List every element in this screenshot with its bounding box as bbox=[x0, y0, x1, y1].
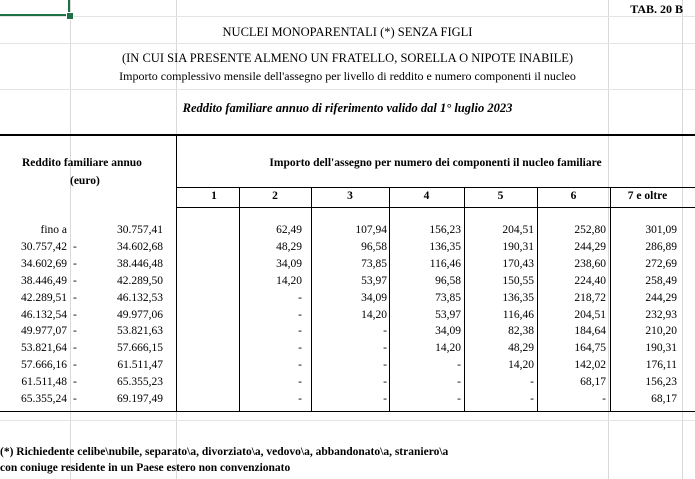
amount-cell: 116,46 bbox=[502, 308, 534, 321]
amount-cell: 204,51 bbox=[574, 308, 606, 321]
income-from: 53.821,64 bbox=[21, 342, 67, 355]
amount-cell: 301,09 bbox=[645, 224, 677, 236]
title-line-1: NUCLEI MONOPARENTALI (*) SENZA FIGLI bbox=[222, 25, 473, 39]
column-header: 7 e oltre bbox=[627, 190, 668, 202]
amount-cell: - bbox=[457, 359, 461, 372]
amount-cell: 184,64 bbox=[574, 325, 606, 338]
amount-cell: 224,40 bbox=[574, 274, 606, 287]
table-row bbox=[0, 241, 695, 257]
amount-cell: 244,29 bbox=[574, 240, 606, 253]
footnote-1: (*) Richiedente celibe\nubile, separato\a, divorziato\a, vedovo\a, abbandonato\a, straniero\a bbox=[0, 446, 449, 458]
amount-cell: 286,89 bbox=[645, 240, 677, 253]
amount-cell: 258,49 bbox=[645, 274, 677, 287]
amount-cell: 68,17 bbox=[651, 393, 677, 405]
amount-cell: 73,85 bbox=[435, 291, 461, 304]
amount-cell: - bbox=[383, 376, 387, 389]
income-to: 69.197,49 bbox=[117, 393, 163, 405]
income-from: 42.289,51 bbox=[21, 291, 67, 304]
amount-cell: 62,49 bbox=[276, 224, 302, 236]
amount-cell: 14,20 bbox=[508, 359, 534, 372]
table-row bbox=[0, 275, 695, 291]
amount-cell: - bbox=[457, 376, 461, 389]
subtitle: Reddito familiare annuo di riferimento valido dal 1° luglio 2023 bbox=[182, 101, 513, 115]
amount-cell: 136,35 bbox=[502, 291, 534, 304]
amount-cell: 14,20 bbox=[361, 308, 387, 321]
amount-cell: 156,23 bbox=[429, 224, 461, 236]
table-row bbox=[0, 376, 695, 392]
amount-cell: - bbox=[298, 291, 302, 304]
income-from: 38.446,49 bbox=[21, 274, 67, 287]
amount-cell: - bbox=[298, 342, 302, 355]
header-income: Reddito familiare annuo bbox=[22, 157, 142, 169]
amount-cell: 96,58 bbox=[361, 240, 387, 253]
amount-cell: 190,31 bbox=[645, 342, 677, 355]
grid-row-line bbox=[0, 420, 695, 421]
amount-cell: 170,43 bbox=[502, 257, 534, 270]
column-header: 2 bbox=[272, 190, 278, 202]
amount-cell: 34,09 bbox=[435, 325, 461, 338]
table-row bbox=[0, 393, 695, 409]
amount-cell: 73,85 bbox=[361, 257, 387, 270]
column-header: 4 bbox=[423, 190, 430, 202]
amount-cell: 204,51 bbox=[502, 224, 534, 236]
income-dash: - bbox=[73, 325, 77, 338]
column-header: 6 bbox=[570, 190, 577, 202]
income-from: 61.511,48 bbox=[21, 376, 67, 389]
amount-cell: - bbox=[383, 359, 387, 372]
income-dash: - bbox=[73, 308, 77, 321]
amount-cell: 150,55 bbox=[502, 274, 534, 287]
income-from: 34.602,69 bbox=[21, 257, 67, 270]
income-to: 38.446,48 bbox=[117, 257, 163, 270]
amount-cell: 53,97 bbox=[361, 274, 387, 287]
income-to: 34.602,68 bbox=[117, 240, 163, 253]
income-to: 53.821,63 bbox=[117, 325, 163, 338]
column-header: 1 bbox=[211, 190, 217, 202]
amount-cell: 96,58 bbox=[435, 274, 461, 287]
amount-cell: - bbox=[298, 376, 302, 389]
table-bottom-border bbox=[0, 411, 695, 412]
amount-cell: 238,60 bbox=[574, 257, 606, 270]
amount-cell: 136,35 bbox=[429, 240, 461, 253]
amount-cell: 116,46 bbox=[429, 257, 461, 270]
income-from: 57.666,16 bbox=[21, 359, 67, 372]
amount-cell: 218,72 bbox=[574, 291, 606, 304]
colnum-divider bbox=[176, 207, 695, 208]
amount-cell: 82,38 bbox=[508, 325, 534, 338]
income-dash: - bbox=[73, 393, 77, 405]
title-line-2: (IN CUI SIA PRESENTE ALMENO UN FRATELLO, SORELLA O NIPOTE INABILE) bbox=[121, 51, 574, 65]
amount-cell: 142,02 bbox=[574, 359, 606, 372]
amount-cell: 272,69 bbox=[645, 257, 677, 270]
amount-cell: 176,11 bbox=[645, 359, 677, 372]
income-from: fino a bbox=[40, 224, 67, 236]
amount-cell: 34,09 bbox=[276, 257, 302, 270]
title-line-3: Importo complessivo mensile dell'assegno per livello di reddito e numero componenti il nucleo bbox=[119, 69, 576, 83]
income-to: 65.355,23 bbox=[117, 376, 163, 389]
income-dash: - bbox=[73, 291, 77, 304]
income-to: 61.511,47 bbox=[117, 359, 163, 372]
amount-cell: - bbox=[383, 342, 387, 355]
table-label: TAB. 20 B bbox=[630, 2, 683, 16]
table-row bbox=[0, 359, 695, 375]
amount-cell: 190,31 bbox=[502, 240, 534, 253]
income-to: 42.289,50 bbox=[117, 274, 163, 287]
amount-cell: - bbox=[298, 393, 302, 405]
amount-cell: 14,20 bbox=[435, 342, 461, 355]
income-dash: - bbox=[73, 342, 77, 355]
income-from: 46.132,54 bbox=[21, 308, 67, 321]
table-top-border bbox=[0, 134, 695, 136]
amount-cell: - bbox=[383, 325, 387, 338]
income-to: 57.666,15 bbox=[117, 342, 163, 355]
header-income-unit: (euro) bbox=[70, 175, 100, 187]
income-from: 49.977,07 bbox=[21, 325, 67, 338]
amount-cell: - bbox=[298, 325, 302, 338]
fill-handle[interactable] bbox=[66, 12, 74, 20]
income-dash: - bbox=[73, 376, 77, 389]
grid-row-line bbox=[0, 16, 695, 17]
amount-cell: 164,75 bbox=[574, 342, 606, 355]
header-amount: Importo dell'assegno per numero dei componenti il nucleo familiare bbox=[269, 157, 602, 169]
income-to: 49.977,06 bbox=[117, 308, 163, 321]
amount-cell: 68,17 bbox=[580, 376, 606, 389]
income-dash: - bbox=[73, 359, 77, 372]
amount-cell: 14,20 bbox=[276, 274, 302, 287]
amount-cell: 48,29 bbox=[508, 342, 534, 355]
table-row bbox=[0, 325, 695, 341]
income-from: 65.355,24 bbox=[21, 393, 67, 405]
amount-cell: 252,80 bbox=[574, 224, 606, 236]
income-dash: - bbox=[73, 274, 77, 287]
table-row bbox=[0, 342, 695, 358]
table-row bbox=[0, 292, 695, 308]
grid-row-line bbox=[0, 89, 695, 90]
selected-cell[interactable] bbox=[0, 0, 70, 16]
income-to: 30.757,41 bbox=[117, 224, 163, 236]
amount-cell: 107,94 bbox=[355, 224, 387, 236]
amount-cell: 48,29 bbox=[276, 240, 302, 253]
grid-row-line bbox=[0, 43, 695, 44]
table-row bbox=[0, 309, 695, 325]
amount-cell: - bbox=[298, 308, 302, 321]
table-row bbox=[0, 224, 695, 240]
column-header: 3 bbox=[347, 190, 353, 202]
amount-cell: 232,93 bbox=[645, 308, 677, 321]
amount-cell: - bbox=[530, 393, 534, 405]
amount-cell: 53,97 bbox=[435, 308, 461, 321]
amount-cell: - bbox=[383, 393, 387, 405]
column-header: 5 bbox=[497, 190, 504, 202]
amount-cell: - bbox=[530, 376, 534, 389]
income-from: 30.757,42 bbox=[21, 240, 67, 253]
amount-cell: 156,23 bbox=[645, 376, 677, 389]
footnote-2: con coniuge residente in un Paese estero non convenzionato bbox=[0, 462, 291, 474]
income-to: 46.132,53 bbox=[117, 291, 163, 304]
table-row bbox=[0, 258, 695, 274]
amount-cell: - bbox=[602, 393, 606, 405]
income-dash: - bbox=[73, 257, 77, 270]
income-dash: - bbox=[73, 240, 77, 253]
amount-cell: 244,29 bbox=[645, 291, 677, 304]
amount-cell: - bbox=[457, 393, 461, 405]
header-divider bbox=[176, 187, 695, 188]
amount-cell: 210,20 bbox=[645, 325, 677, 338]
amount-cell: - bbox=[298, 359, 302, 372]
amount-cell: 34,09 bbox=[361, 291, 387, 304]
